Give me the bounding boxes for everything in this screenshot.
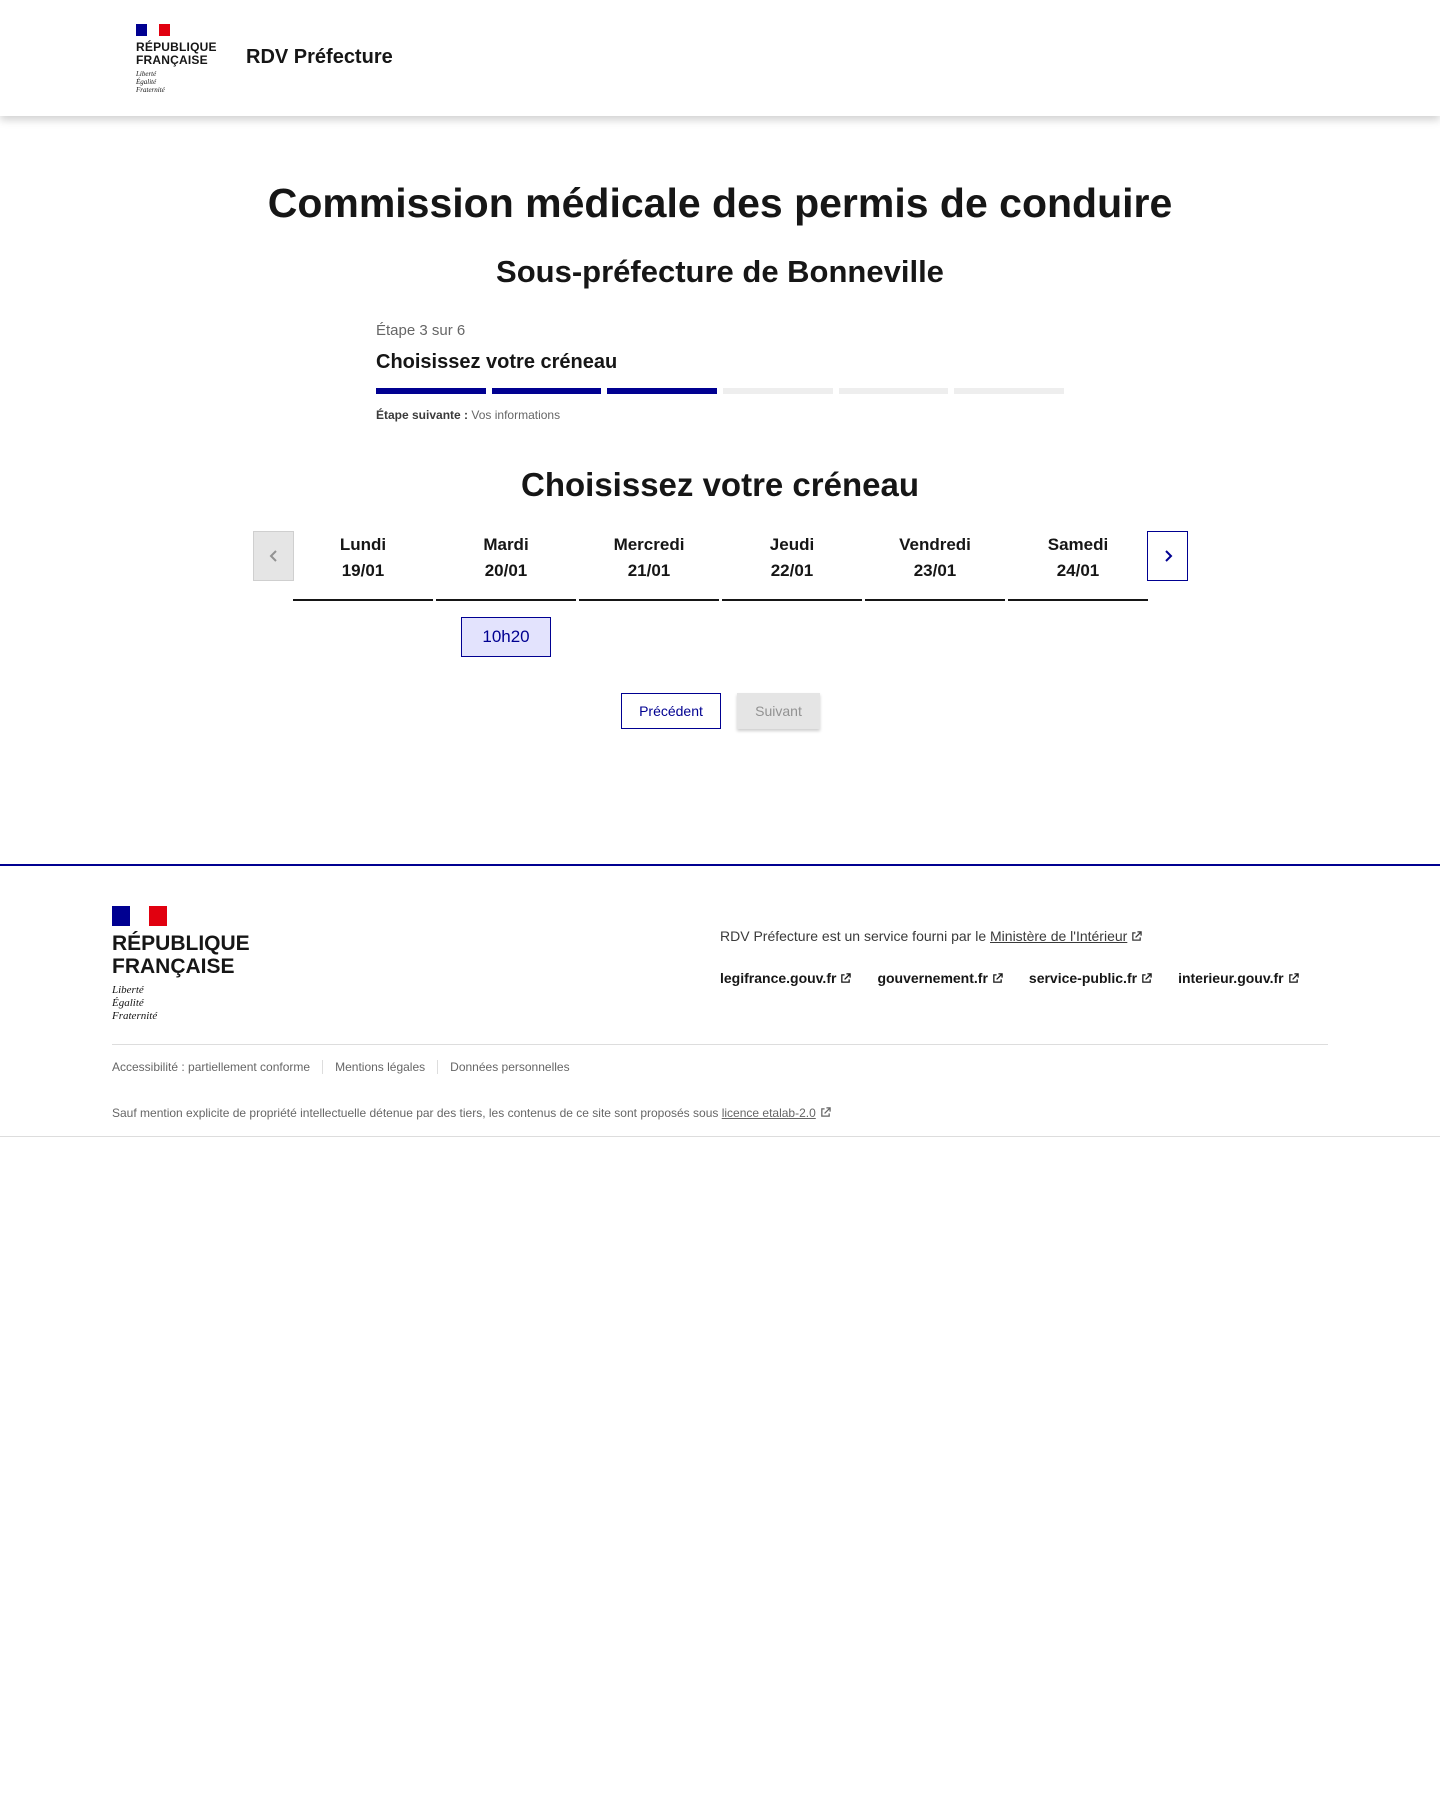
accessibility-link[interactable]: Accessibilité : partiellement conforme	[112, 1060, 311, 1074]
motto-egalite: Égalité	[136, 78, 157, 86]
step-bar	[376, 388, 486, 394]
external-link-icon	[1131, 931, 1142, 942]
footer-logo-line-1: RÉPUBLIQUE	[112, 932, 250, 955]
service-title[interactable]: RDV Préfecture	[246, 46, 393, 68]
chevron-right-icon	[1161, 549, 1175, 563]
stepper-state: Étape 3 sur 6	[376, 322, 466, 339]
next-button[interactable]: Suivant	[737, 693, 820, 729]
day-name: Jeudi	[769, 535, 815, 554]
next-week-button[interactable]	[1147, 531, 1188, 581]
etalab-license-link-text: licence etalab-2.0	[721, 1106, 816, 1120]
footer-link-service-public[interactable]	[1029, 970, 1152, 986]
external-link-icon	[1141, 973, 1152, 984]
day-date: 20/01	[484, 561, 528, 580]
day-column	[1008, 531, 1148, 601]
day-name: Vendredi	[899, 535, 971, 554]
page-subtitle: Sous-préfecture de Bonneville	[496, 254, 944, 289]
footer-links	[720, 970, 1299, 986]
footer-logo-text	[112, 932, 250, 978]
step-bar	[492, 388, 602, 394]
previous-button[interactable]: Précédent	[621, 693, 721, 729]
footer-link-text: service-public.fr	[1028, 970, 1138, 986]
chevron-left-icon	[267, 549, 281, 563]
footer-divider	[112, 1044, 1328, 1045]
footer-link-text: interieur.gouv.fr	[1178, 970, 1284, 986]
french-flag-icon	[136, 24, 170, 36]
footer-logo-motto	[112, 984, 250, 1023]
footer-license-text: Sauf mention explicite de propriété intellectuelle détenue par des tiers, les contenus de ce site sont proposés sous	[112, 1106, 719, 1120]
days-header	[293, 531, 1148, 601]
logo-line-1: RÉPUBLIQUE	[136, 40, 217, 54]
stepper-next-value: Vos informations	[471, 408, 561, 422]
footer-logo-line-2: FRANÇAISE	[112, 955, 235, 978]
footer-license	[112, 1106, 831, 1120]
day-column	[436, 531, 576, 601]
external-link-icon	[1288, 973, 1299, 984]
step-bar	[607, 388, 717, 394]
day-name: Mardi	[483, 535, 529, 554]
footer-link-text: gouvernement.fr	[877, 970, 988, 986]
page-title: Commission médicale des permis de conduire	[267, 180, 1173, 226]
day-name: Mercredi	[613, 535, 685, 554]
slot-section-title: Choisissez votre créneau	[521, 466, 919, 503]
day-date: 19/01	[341, 561, 385, 580]
ministere-interieur-link-text: Ministère de l'Intérieur	[990, 928, 1128, 944]
motto-fraternite: Fraternité	[136, 86, 165, 94]
step-bar	[723, 388, 833, 394]
footer-motto-egalite: Égalité	[112, 997, 144, 1009]
day-date: 24/01	[1056, 561, 1100, 580]
stepper-next-step	[376, 408, 1064, 422]
logo-line-2: FRANÇAISE	[136, 53, 208, 67]
motto-liberte: Liberté	[136, 70, 157, 78]
day-date: 22/01	[770, 561, 814, 580]
footer-link-legifrance[interactable]	[720, 970, 851, 986]
stepper-progress	[376, 388, 1064, 394]
french-flag-icon	[112, 906, 167, 926]
day-column	[293, 531, 433, 601]
footer-description	[720, 928, 1142, 944]
footer-motto-liberte: Liberté	[112, 984, 144, 996]
site-header	[0, 0, 1440, 116]
republique-francaise-logo[interactable]	[136, 24, 216, 94]
footer-motto-fraternite: Fraternité	[112, 1010, 158, 1022]
etalab-license-link[interactable]	[722, 1106, 831, 1120]
day-column	[722, 531, 862, 601]
stepper	[376, 322, 1064, 422]
external-link-icon	[840, 973, 851, 984]
step-bar	[839, 388, 949, 394]
external-link-icon	[820, 1107, 831, 1118]
personal-data-link[interactable]: Données personnelles	[437, 1060, 581, 1074]
stepper-next-label: Étape suivante :	[376, 408, 469, 422]
legal-notice-link[interactable]: Mentions légales	[322, 1060, 437, 1074]
previous-week-button[interactable]	[253, 531, 294, 581]
stepper-title: Choisissez votre créneau	[376, 351, 618, 373]
day-date: 23/01	[913, 561, 957, 580]
footer-description-text: RDV Préfecture est un service fourni par le	[720, 928, 987, 944]
site-footer	[0, 864, 1440, 1137]
logo-text	[136, 41, 216, 67]
footer-link-interieur[interactable]	[1178, 970, 1299, 986]
footer-link-gouvernement[interactable]	[877, 970, 1002, 986]
footer-bottom-links	[112, 1060, 582, 1074]
step-bar	[954, 388, 1064, 394]
footer-republique-francaise-logo[interactable]	[112, 906, 250, 1023]
day-column	[865, 531, 1005, 601]
day-name: Samedi	[1047, 535, 1109, 554]
logo-motto	[136, 70, 216, 94]
day-column	[579, 531, 719, 601]
external-link-icon	[992, 973, 1003, 984]
footer-link-text: legifrance.gouv.fr	[720, 970, 837, 986]
time-slot-button[interactable]: 10h20	[461, 617, 551, 657]
day-date: 21/01	[627, 561, 671, 580]
ministere-interieur-link[interactable]	[990, 928, 1142, 944]
day-name: Lundi	[339, 535, 387, 554]
